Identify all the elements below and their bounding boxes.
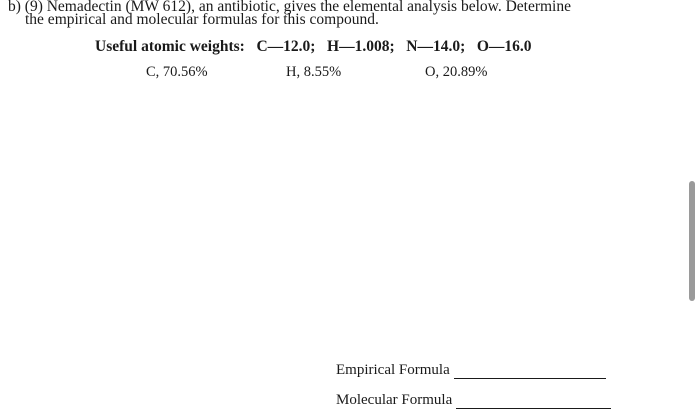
analysis-hydrogen: H, 8.55%	[286, 64, 342, 80]
molecular-formula-label: Molecular Formula	[336, 392, 453, 408]
question-line-1: b) (9) Nemadectin (MW 612), an antibiotic, gives the elemental analysis below. Determine	[8, 0, 571, 15]
empirical-formula-label: Empirical Formula	[336, 362, 450, 378]
weight-hydrogen: H—1.008;	[327, 38, 395, 55]
question-line-2: the empirical and molecular formulas for this compound.	[25, 11, 379, 28]
empirical-formula-blank[interactable]	[454, 364, 606, 379]
vertical-scrollbar[interactable]	[689, 181, 695, 301]
molecular-formula-blank[interactable]	[456, 394, 611, 409]
analysis-oxygen: O, 20.89%	[425, 64, 488, 80]
empirical-formula-row	[336, 362, 606, 379]
weight-carbon: C—12.0;	[256, 38, 316, 55]
weight-oxygen: O—16.0	[476, 38, 532, 55]
molecular-formula-row	[336, 392, 611, 409]
analysis-carbon: C, 70.56%	[146, 64, 208, 80]
atomic-weights	[95, 38, 532, 56]
weight-nitrogen: N—14.0;	[406, 38, 466, 55]
atomic-weights-label: Useful atomic weights:	[95, 38, 245, 55]
